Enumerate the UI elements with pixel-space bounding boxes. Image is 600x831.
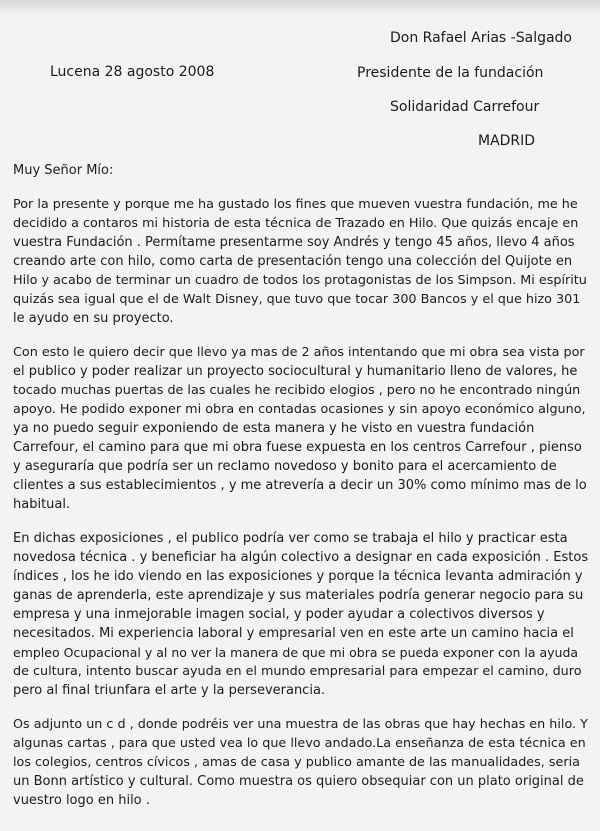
text-line: pero al final triunfara el arte y la perseverancia. — [13, 683, 326, 698]
text-line: ya no puedo seguir exponiendo de esta manera y he visto en vuestra fundación — [13, 421, 535, 436]
text-line: el publico y poder realizar un proyecto sociocultural y humanitario lleno de valores, he — [13, 364, 578, 379]
text-line: Carrefour, el camino para que mi obra fuese expuesta en los centros Carrefour , pienso — [13, 440, 582, 455]
letter-date: Lucena 28 agosto 2008 — [50, 64, 215, 80]
text-line: En dichas exposiciones , el publico podría ver como se trabaja el hilo y practicar esta — [13, 531, 568, 546]
text-line: Con esto le quiero decir que llevo ya mas de 2 años intentando que mi obra sea vista por — [13, 345, 585, 360]
text-line: vuestro logo en hilo . — [13, 793, 150, 808]
text-line: clientes a sus establecimientos , y me atrevería a decir un 30% como mínimo mas de lo — [13, 478, 587, 493]
text-line: empresa y una inmejorable imagen social, y poder ayudar a colectivos diversos y — [13, 607, 545, 622]
recipient-organization: Solidaridad Carrefour — [390, 99, 540, 115]
text-line: le ayudo en su proyecto. — [13, 311, 174, 326]
text-line: ganas de aprenderla, este aprendizaje y sus materiales podría generar negocio para su — [13, 588, 584, 603]
text-line: apoyo. He podido exponer mi obra en contadas ocasiones y sin apoyo económico alguno, — [13, 402, 586, 417]
text-line: Os adjunto un c d , donde podréis ver una muestra de las obras que hay hechas en hilo. Y — [13, 717, 588, 732]
text-line: novedosa técnica . y beneficiar ha algún colectivo a designar en cada exposición . Estos — [13, 550, 589, 565]
text-line: tocado muchas puertas de las cuales he recibido elogios , pero no he encontrado ningún — [13, 383, 581, 398]
text-line: algunas cartas , para que usted vea lo que llevo andado.La enseñanza de esta técnica en — [13, 736, 586, 751]
text-line: necesitados. Mi experiencia laboral y empresarial ven en este arte un camino hacia el — [13, 626, 574, 641]
recipient-city: MADRID — [478, 133, 536, 149]
salutation: Muy Señor Mío: — [13, 163, 114, 178]
text-line: decidido a contaros mi historia de esta técnica de Trazado en Hilo. Que quizás encaje en — [13, 216, 579, 231]
recipient-title: Presidente de la fundación — [357, 65, 544, 81]
text-line: empleo Ocupacional y al no ver la manera de que mi obra se pueda exponer con la ayuda — [13, 645, 579, 660]
text-line: creando arte con hilo, como carta de presentación tengo una colección del Quijote en — [13, 254, 573, 269]
recipient-name: Don Rafael Arias -Salgado — [390, 30, 572, 46]
text-line: un Bonn artístico y cultural. Como muestra os quiero obsequiar con un plato original de — [13, 774, 584, 789]
text-line: índices , los he ido viendo en las exposiciones y porque la técnica levanta admiración y — [13, 569, 583, 584]
text-line: Hilo y acabo de terminar un cuadro de todos los protagonistas de los Simpson. Mi espíritu — [13, 273, 587, 288]
text-line: habitual. — [13, 497, 71, 512]
text-line: los colegios, centros cívicos , amas de casa y publico amante de las manualidades, seria — [13, 755, 580, 770]
text-line: quizás sea igual que el de Walt Disney, que tuvo que tocar 300 Bancos y el que hizo 301 — [13, 292, 581, 307]
text-line: de cultura, intento buscar ayuda en el mundo empresarial para empezar el camino, duro — [13, 664, 582, 679]
text-line: y aseguraría que podría ser un reclamo novedoso y bonito para el acercamiento de — [13, 459, 557, 474]
text-line: vuestra Fundación . Permítame presentarme soy Andrés y tengo 45 años, llevo 4 años — [13, 235, 575, 250]
text-line: Por la presente y porque me ha gustado los fines que mueven vuestra fundación, me he — [13, 197, 578, 212]
scan-top-edge — [0, 0, 600, 14]
